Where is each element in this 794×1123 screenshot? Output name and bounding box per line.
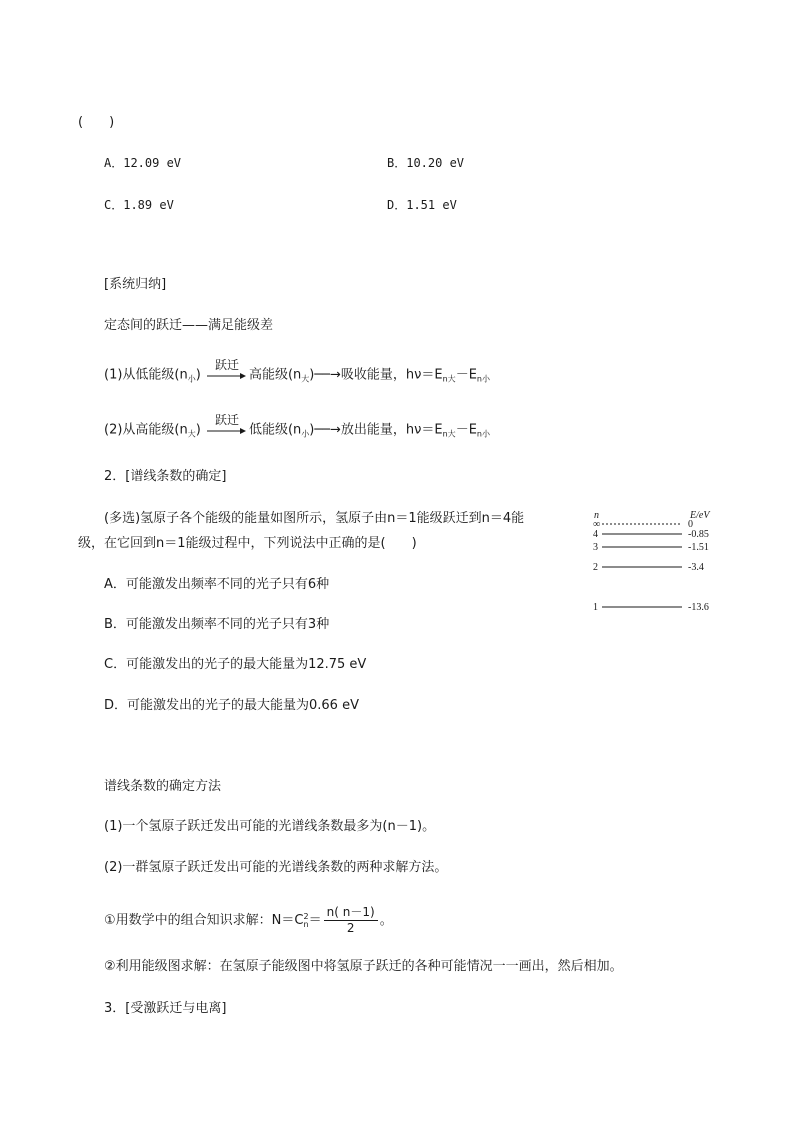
right-arrow-icon <box>207 372 247 380</box>
level-n-label: 4 <box>593 529 598 540</box>
level-n-label: 1 <box>593 602 598 613</box>
q2-option-d: D．可能激发出的光子的最大能量为0.66 eV <box>104 698 359 713</box>
answer-paren: ( ) <box>78 115 115 130</box>
level-energy-label: -0.85 <box>688 529 709 540</box>
transition-arrow <box>207 413 247 439</box>
q2-heading: 2．[谱线条数的确定] <box>104 469 227 484</box>
option-b <box>387 154 464 172</box>
level-energy-label: -13.6 <box>688 602 709 613</box>
option-text: 1.89 eV <box>123 198 174 212</box>
arrow-label: 跃迁 <box>214 358 239 372</box>
q2-option-b: B．可能激发出频率不同的光子只有3种 <box>104 617 330 632</box>
option-letter: B． <box>387 156 407 170</box>
level-n-label: ∞ <box>593 519 601 530</box>
option-text: 12.09 eV <box>123 156 182 170</box>
method-line-1: (1)一个氢原子跃迁发出可能的光谱线条数最多为(n－1)。 <box>104 819 436 834</box>
option-letter: A． <box>104 156 124 170</box>
method-line-2: (2)一群氢原子跃迁发出可能的光谱线条数的两种求解方法。 <box>104 860 448 875</box>
method-line-4: ②利用能级图求解：在氢原子能级图中将氢原子跃迁的各种可能情况一一画出，然后相加。 <box>104 959 623 974</box>
q2-stem-line-2: 级，在它回到n＝1能级过程中，下列说法中正确的是( ) <box>78 536 417 551</box>
q2-option-c: C．可能激发出的光子的最大能量为12.75 eV <box>104 657 367 672</box>
combination-formula: ①用数学中的组合知识求解：$N=C_n^2=$ $\frac{n( n-1)}{2}$ 。 <box>104 905 393 935</box>
q2-stem-line-1: (多选)氢原子各个能级的能量如图所示，氢原子由n＝1能级跃迁到n＝4能 <box>104 511 525 526</box>
method-heading: 谱线条数的确定方法 <box>104 779 222 794</box>
transition-line-2: (2)从高能级$(n_大)$ 跃迁 低能级$(n_小)──\to$放出能量，$h\nu=E_{n大}-E_{n小}$ <box>104 413 490 439</box>
option-letter: D． <box>387 198 407 212</box>
level-energy-label: -1.51 <box>688 542 709 553</box>
energy-axis-header: E/eV <box>690 510 710 521</box>
summary-subheading: 定态间的跃迁——满足能级差 <box>104 318 274 333</box>
summary-heading: [系统归纳] <box>104 277 167 292</box>
right-arrow-icon <box>207 427 247 435</box>
transition-line-1: (1)从低能级$(n_小)$ 跃迁 高能级$(n_大)──\to$吸收能量，$h\nu=E_{n大}-E_{n小}$ <box>104 358 490 384</box>
q2-option-a: A．可能激发出频率不同的光子只有6种 <box>104 577 330 592</box>
n-axis-header: n <box>594 510 599 521</box>
level-energy-label: -3.4 <box>688 562 704 573</box>
option-letter: C． <box>104 198 124 212</box>
formula-fraction: $\frac{n( n-1)}{2}$ <box>324 905 378 936</box>
option-d <box>387 196 457 214</box>
transition-arrow <box>207 358 247 384</box>
level-energy-label: 0 <box>688 519 693 530</box>
level-n-label: 3 <box>593 542 598 553</box>
option-text: 10.20 eV <box>406 156 465 170</box>
option-c <box>104 196 174 214</box>
option-text: 1.51 eV <box>406 198 457 212</box>
arrow-label: 跃迁 <box>214 413 239 427</box>
option-a <box>104 154 181 172</box>
energy-levels <box>593 519 709 613</box>
level-n-label: 2 <box>593 562 598 573</box>
q3-heading: 3．[受激跃迁与电离] <box>104 1001 227 1016</box>
energy-level-diagram <box>588 506 728 616</box>
